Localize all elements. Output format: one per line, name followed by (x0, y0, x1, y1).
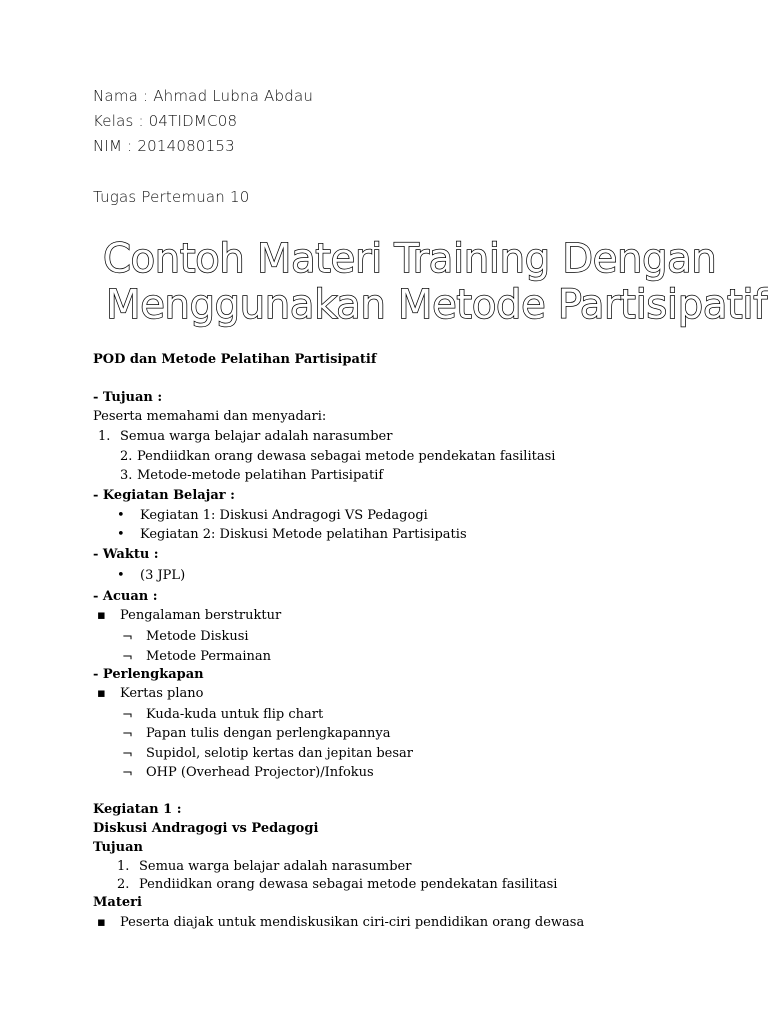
tujuan-item-1-num: 1. (98, 429, 111, 444)
student-name: Nama : Ahmad Lubna Abdau (93, 87, 314, 105)
assignment-label: Tugas Pertemuan 10 (93, 188, 250, 206)
tujuan-label: - Tujuan : (93, 390, 163, 405)
tujuan-item-3: Metode-metode pelatihan Partisipatif (137, 468, 384, 483)
acuan-sub-2: Metode Permainan (146, 649, 272, 664)
kegiatan1-title: Diskusi Andragogi vs Pedagogi (93, 821, 319, 836)
kegiatan1-item-2-num: 2. (117, 877, 130, 892)
perlengkapan-main: Kertas plano (120, 686, 204, 701)
student-nim: NIM : 2014080153 (93, 137, 235, 155)
bullet-icon: • (117, 527, 125, 542)
tujuan-item-3-num: 3. (120, 468, 133, 483)
notsign-bullet-icon: ¬ (122, 747, 133, 762)
square-bullet-icon: ▪ (97, 608, 106, 623)
student-class: Kelas : 04TIDMC08 (93, 112, 238, 130)
notsign-bullet-icon: ¬ (122, 766, 133, 781)
notsign-bullet-icon: ¬ (122, 727, 133, 742)
perlengkapan-sub-1: Kuda-kuda untuk flip chart (146, 707, 324, 722)
perlengkapan-sub-3: Supidol, selotip kertas dan jepitan besar (146, 746, 413, 761)
square-bullet-icon: ▪ (97, 915, 106, 930)
section-heading: POD dan Metode Pelatihan Partisipatif (93, 352, 377, 367)
tujuan-item-2: Pendiidkan orang dewasa sebagai metode pendekatan fasilitasi (137, 449, 556, 464)
kegiatan1-item-1: Semua warga belajar adalah narasumber (139, 859, 412, 874)
materi-item-1: Peserta diajak untuk mendiskusikan ciri-ciri pendidikan orang dewasa (120, 915, 585, 930)
kegiatan1-item-2: Pendiidkan orang dewasa sebagai metode pendekatan fasilitasi (139, 877, 558, 892)
tujuan-intro: Peserta memahami dan menyadari: (93, 409, 327, 424)
kegiatan-item-1: Kegiatan 1: Diskusi Andragogi VS Pedagogi (140, 508, 428, 523)
kegiatan1-item-1-num: 1. (117, 859, 130, 874)
bullet-icon: • (117, 508, 125, 523)
tujuan-item-2-num: 2. (120, 449, 133, 464)
perlengkapan-sub-4: OHP (Overhead Projector)/Infokus (146, 765, 374, 780)
materi-label: Materi (93, 895, 142, 910)
notsign-bullet-icon: ¬ (122, 630, 133, 645)
kegiatan1-label: Kegiatan 1 : (93, 802, 182, 817)
notsign-bullet-icon: ¬ (122, 650, 133, 665)
perlengkapan-sub-2: Papan tulis dengan perlengkapannya (146, 726, 391, 741)
kegiatan-label: - Kegiatan Belajar : (93, 488, 235, 503)
acuan-label: - Acuan : (93, 589, 158, 604)
waktu-item-1: (3 JPL) (140, 568, 186, 583)
tujuan-item-1: Semua warga belajar adalah narasumber (120, 429, 393, 444)
notsign-bullet-icon: ¬ (122, 708, 133, 723)
perlengkapan-label: - Perlengkapan (93, 667, 204, 682)
kegiatan-item-2: Kegiatan 2: Diskusi Metode pelatihan Partisipatis (140, 527, 467, 542)
acuan-sub-1: Metode Diskusi (146, 629, 249, 644)
title-line-1: Contoh Materi Training Dengan (103, 236, 717, 282)
acuan-main: Pengalaman berstruktur (120, 608, 282, 623)
square-bullet-icon: ▪ (97, 686, 106, 701)
kegiatan1-tujuan-label: Tujuan (93, 840, 143, 855)
bullet-icon: • (117, 568, 125, 583)
waktu-label: - Waktu : (93, 547, 159, 562)
title-line-2: Menggunakan Metode Partisipatif (106, 282, 768, 328)
